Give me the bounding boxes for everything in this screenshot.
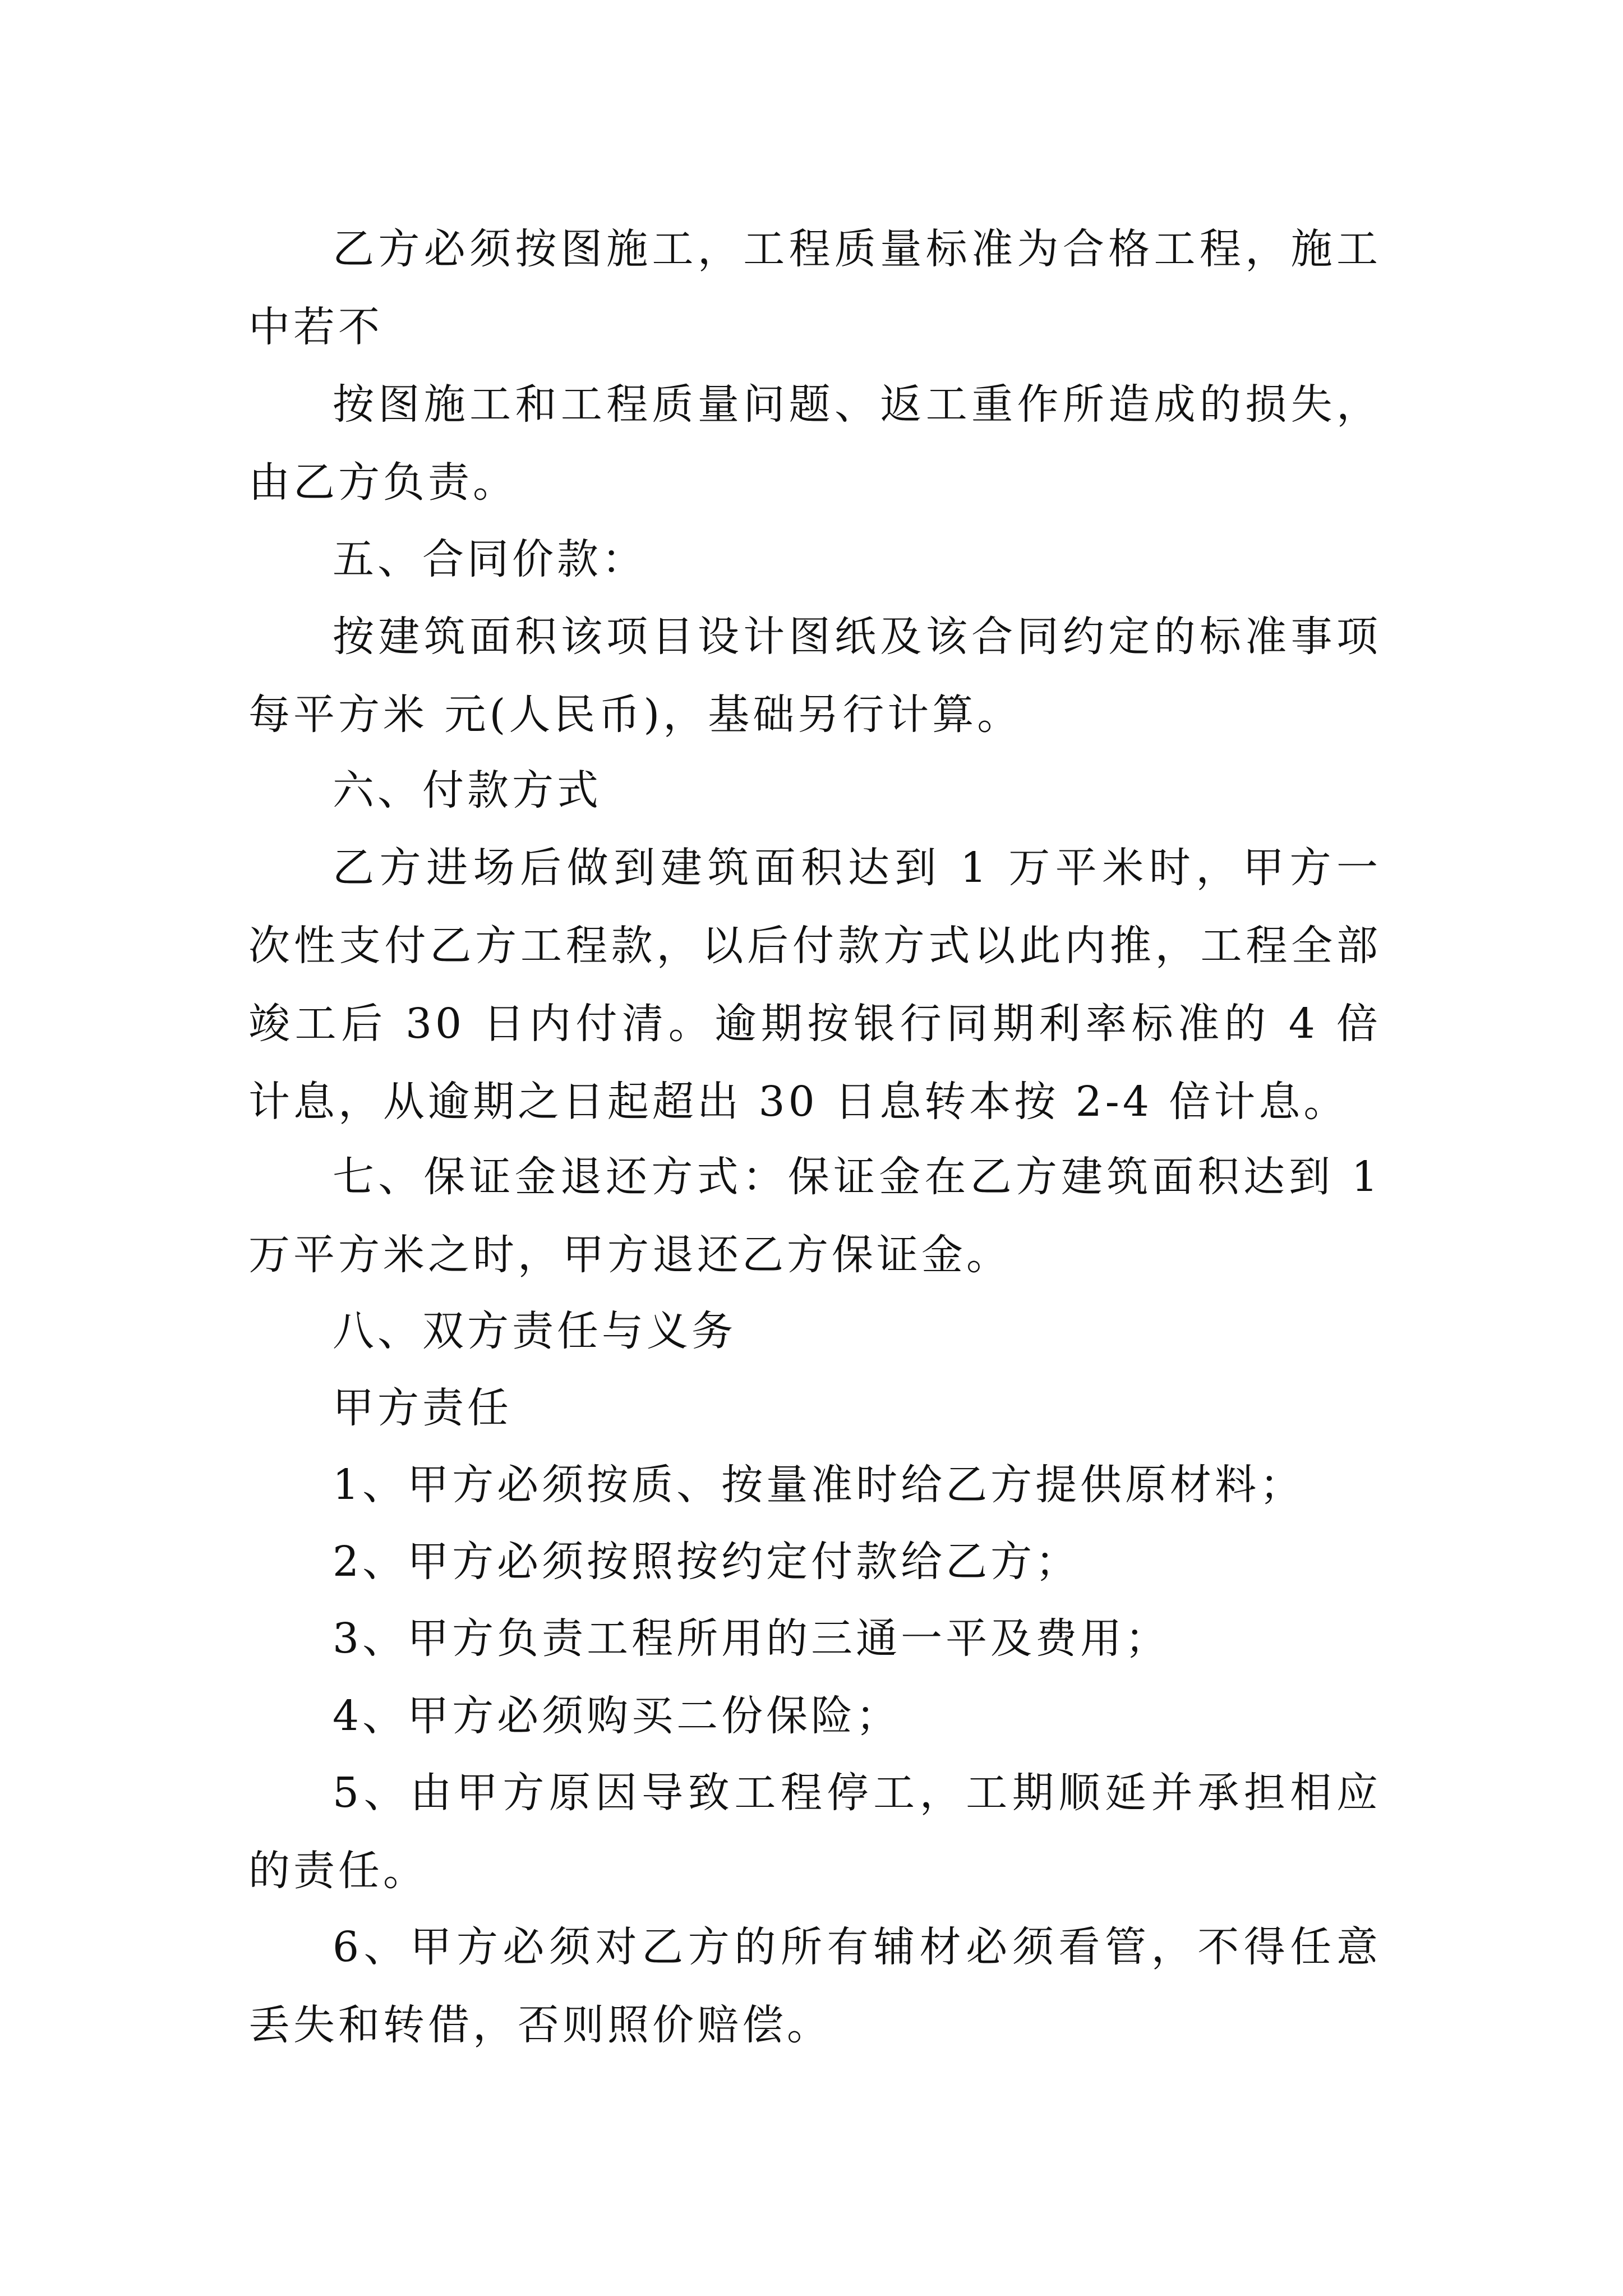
paragraph-construction-quality: 乙方必须按图施工，工程质量标准为合格工程，施工中若不 <box>248 225 1381 351</box>
section-heading-payment-method: 六、付款方式 <box>333 766 602 815</box>
paragraph-payment-method: 乙方进场后做到建筑面积达到 1 万平米时，甲方一次性支付乙方工程款，以后付款方式以此内推，工程全部竣工后 30 日内付清。逾期按银行同期利率标准的 4 倍计息，从逾期之日起超出 30 日息转本按 2-4 倍计息。 <box>248 844 1381 1126</box>
paragraph-contract-price: 按建筑面积该项目设计图纸及该合同约定的标准事项每平方米 元(人民币)，基础另行计算。 <box>248 613 1381 739</box>
list-item-4: 4、甲方必须购买二份保险； <box>333 1692 901 1740</box>
list-item-3: 3、甲方负责工程所用的三通一平及费用； <box>333 1614 1170 1663</box>
paragraph-deposit-refund: 七、保证金退还方式：保证金在乙方建筑面积达到 1 万平方米之时，甲方退还乙方保证金。 <box>248 1153 1381 1279</box>
list-item-2: 2、甲方必须按照按约定付款给乙方； <box>333 1538 1081 1586</box>
list-item-6: 6、甲方必须对乙方的所有辅材必须看管，不得任意丢失和转借，否则照价赔偿。 <box>248 1923 1381 2049</box>
list-item-1: 1、甲方必须按质、按量准时给乙方提供原材料； <box>333 1461 1305 1509</box>
list-item-5: 5、由甲方原因导致工程停工，工期顺延并承担相应的责任。 <box>248 1769 1381 1895</box>
subheading-party-a-responsibilities: 甲方责任 <box>333 1384 512 1432</box>
section-heading-contract-price: 五、合同价款： <box>333 535 647 583</box>
section-heading-responsibilities: 八、双方责任与义务 <box>333 1307 736 1355</box>
paragraph-losses-liability: 按图施工和工程质量问题、返工重作所造成的损失，由乙方负责。 <box>248 380 1381 507</box>
